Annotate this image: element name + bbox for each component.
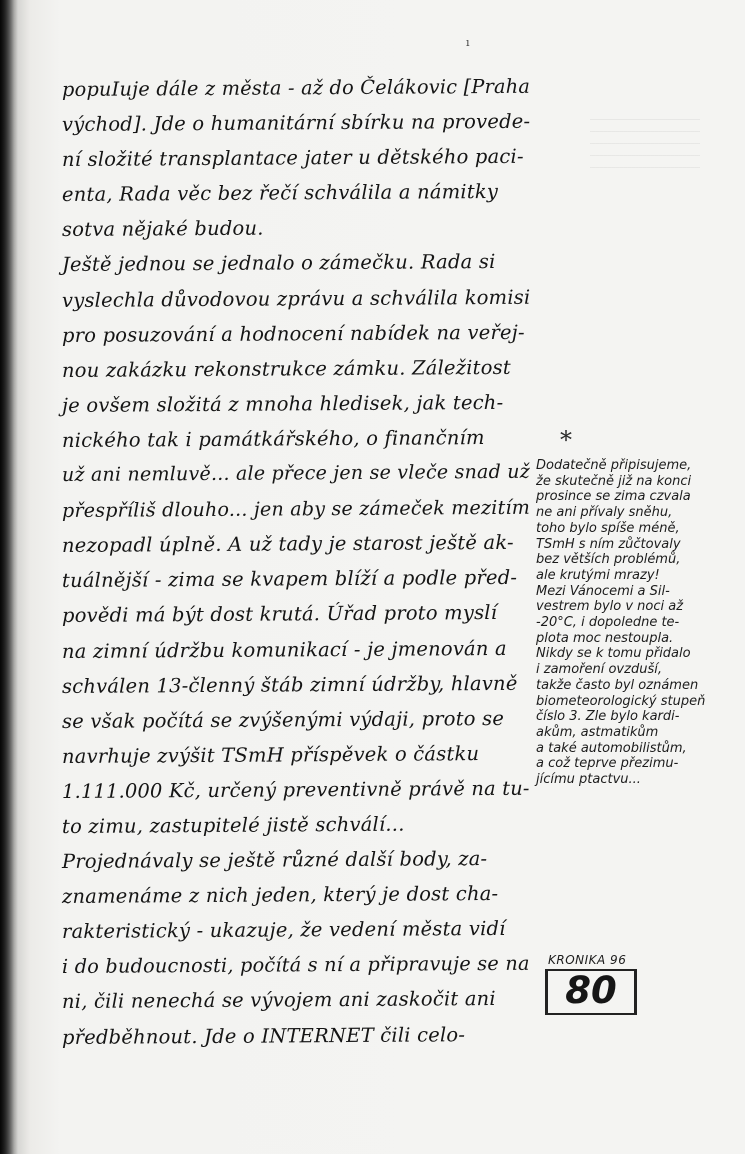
text-line: popuIuje dále z města - až do Čelákovic [Praha xyxy=(61,74,531,101)
side-note-line: číslo 3. Zle bylo kardi- xyxy=(536,709,680,725)
side-note-line: jícímu ptactvu... xyxy=(536,772,641,788)
text-line: Ještě jednou se jednalo o zámečku. Rada si xyxy=(61,250,496,277)
side-note-line: prosince se zima czvala xyxy=(536,489,691,505)
side-note-line: plota moc nestoupla. xyxy=(536,630,674,646)
text-line: ni, čili nenechá se vývojem ani zaskočit ani xyxy=(61,987,496,1014)
text-line: tuálnější - zima se kvapem blíží a podle před- xyxy=(61,566,518,593)
text-line: i do budoucnosti, počítá s ní a připravuje se na xyxy=(61,952,530,979)
book-gutter-shadow xyxy=(0,0,18,1154)
side-note-line: bez větších problémů, xyxy=(536,552,681,568)
text-line: Projednávaly se ještě různé další body, za- xyxy=(61,847,488,874)
page-number: 80 xyxy=(565,969,617,1012)
side-note-line: i zamoření ovzduší, xyxy=(536,662,662,678)
side-note-line: že skutečně již na konci xyxy=(536,473,692,489)
text-line: východ]. Jde o humanitární sbírku na provede- xyxy=(61,109,531,137)
page-number-box xyxy=(545,969,637,1015)
text-line: sotva nějaké budou. xyxy=(61,216,264,242)
text-line: to zimu, zastupitelé jistě schválí... xyxy=(61,812,405,838)
side-note-line: a což teprve přezimu- xyxy=(536,756,679,772)
text-line: 1.111.000 Kč, určený preventivně právě na tu- xyxy=(61,776,530,803)
side-note-line: Mezi Vánocemi a Sil- xyxy=(536,583,670,599)
text-line: přespříliš dlouho... jen aby se zámeček mezitím xyxy=(61,495,531,523)
side-note-line: ale krutými mrazy! xyxy=(536,567,660,583)
text-line: je ovšem složitá z mnoha hledisek, jak tech- xyxy=(61,390,504,417)
main-handwritten-text xyxy=(62,72,532,1055)
text-line: enta, Rada věc bez řečí schválila a námitky xyxy=(61,180,499,207)
side-note-line: Dodatečně připisujeme, xyxy=(536,458,692,473)
side-note-line: vestrem bylo v noci až xyxy=(536,599,684,615)
side-note-line: akům, astmatikům xyxy=(536,724,659,740)
side-note-line: -20°C, i dopoledne te- xyxy=(536,615,680,631)
side-note-line: TSmH s ním zůčtovaly xyxy=(536,536,681,552)
asterisk-mark: * xyxy=(560,426,572,454)
chronicle-label: KRONIKA 96 xyxy=(548,953,627,967)
text-line: se však počítá se zvýšenými výdaji, proto se xyxy=(61,706,505,733)
side-note-line: biometeorologický stupeň xyxy=(536,693,706,709)
side-note-line: Nikdy se k tomu přidalo xyxy=(536,646,691,662)
side-note-line: a také automobilistům, xyxy=(536,740,687,756)
page-speck: ı xyxy=(466,36,470,49)
text-line: předběhnout. Jde o INTERNET čili celo- xyxy=(61,1022,466,1049)
text-line: pro posuzování a hodnocení nabídek na veřej- xyxy=(61,320,525,347)
text-line: schválen 13-členný štáb zimní údržby, hlavně xyxy=(61,671,518,698)
text-line: nezopadl úplně. A už tady je starost ještě ak- xyxy=(61,531,514,558)
text-line: ní složité transplantace jater u dětského paci- xyxy=(61,144,524,172)
bleed-through-texture xyxy=(590,118,700,168)
side-note xyxy=(536,458,736,788)
side-note-line: takže často byl oznámen xyxy=(536,677,699,693)
text-line: už ani nemluvě... ale přece jen se vleče snad už xyxy=(61,460,530,487)
text-line: povědi má být dost krutá. Úřad proto myslí xyxy=(61,601,498,628)
text-line: navrhuje zvýšit TSmH příspěvek o částku xyxy=(61,741,480,768)
side-note-line: toho bylo spíše méně, xyxy=(536,520,680,536)
text-line: vyslechla důvodovou zprávu a schválila komisi xyxy=(61,285,531,312)
text-line: znamenáme z nich jeden, který je dost cha- xyxy=(61,882,499,909)
text-line: rakteristický - ukazuje, že vedení města vidí xyxy=(61,917,506,944)
side-note-line: ne ani přívaly sněhu, xyxy=(536,505,673,521)
text-line: nou zakázku rekonstrukce zámku. Záležitost xyxy=(61,355,511,382)
text-line: nického tak i památkářského, o finančním xyxy=(61,425,485,452)
text-line: na zimní údržbu komunikací - je jmenován a xyxy=(61,636,507,663)
